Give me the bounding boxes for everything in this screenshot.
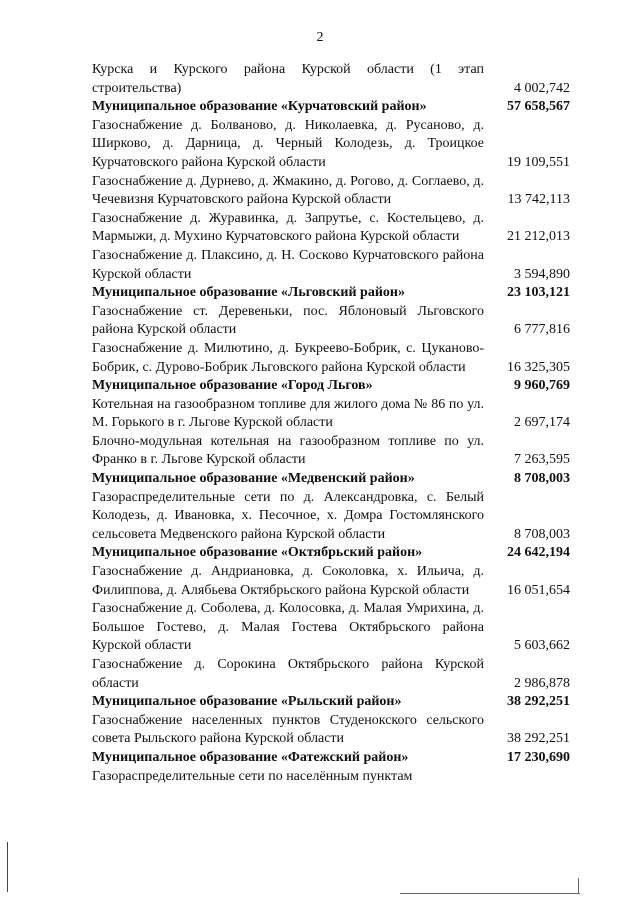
municipality-total: 38 292,251 bbox=[507, 694, 570, 710]
municipality-total: 23 103,121 bbox=[507, 285, 570, 301]
project-description: Газоснабжение д. Соболева, д. Колосовка, д. Малая Умрихина, д. Большое Гостево, д. Малая Гостева Октябрьского района Курской области bbox=[92, 601, 484, 654]
project-row bbox=[92, 768, 570, 787]
project-amount: 38 292,251 bbox=[507, 731, 570, 747]
margin-mark bbox=[7, 842, 8, 892]
project-row bbox=[92, 61, 570, 98]
project-amount: 2 697,174 bbox=[514, 415, 570, 431]
project-description: Газоснабжение д. Милютино, д. Букреево-Бобрик, с. Цуканово-Бобрик, с. Дурово-Бобрик Льговского района Курской области bbox=[92, 340, 484, 375]
project-row bbox=[92, 396, 570, 433]
municipality-name: Муниципальное образование «Рыльский район» bbox=[92, 694, 402, 710]
project-row bbox=[92, 210, 570, 247]
municipality-total: 57 658,567 bbox=[507, 99, 570, 115]
project-amount: 7 263,595 bbox=[514, 452, 570, 468]
bottom-rule bbox=[400, 893, 580, 894]
project-row bbox=[92, 489, 570, 545]
municipality-total: 24 642,194 bbox=[507, 545, 570, 561]
municipality-name: Муниципальное образование «Курчатовский район» bbox=[92, 99, 427, 115]
project-description: Блочно-модульная котельная на газообразном топливе по ул. Франко в г. Льгове Курской области bbox=[92, 433, 484, 468]
municipality-name: Муниципальное образование «Октябрьский район» bbox=[92, 545, 423, 561]
project-amount: 21 212,013 bbox=[507, 229, 570, 245]
project-description: Газоснабжение ст. Деревеньки, пос. Яблоновый Льговского района Курской области bbox=[92, 303, 484, 338]
municipality-header-row bbox=[92, 98, 570, 117]
project-row bbox=[92, 563, 570, 600]
municipality-header-row bbox=[92, 470, 570, 489]
municipality-header-row bbox=[92, 544, 570, 563]
project-row bbox=[92, 173, 570, 210]
project-amount: 6 777,816 bbox=[514, 322, 570, 338]
municipality-name: Муниципальное образование «Фатежский район» bbox=[92, 749, 409, 765]
municipality-header-row bbox=[92, 749, 570, 768]
project-amount: 4 002,742 bbox=[514, 80, 570, 96]
municipality-total: 17 230,690 bbox=[507, 749, 570, 765]
project-amount: 5 603,662 bbox=[514, 638, 570, 654]
project-row bbox=[92, 247, 570, 284]
project-description: Газораспределительные сети по д. Александровка, с. Белый Колодезь, д. Ивановка, х. Песочное, х. Домра Гостомлянского сельсовета Медвенского района Курской области bbox=[92, 489, 484, 542]
municipality-header-row bbox=[92, 377, 570, 396]
budget-table bbox=[92, 61, 570, 786]
municipality-header-row bbox=[92, 693, 570, 712]
municipality-name: Муниципальное образование «Город Льгов» bbox=[92, 378, 373, 394]
municipality-name: Муниципальное образование «Льговский район» bbox=[92, 285, 405, 301]
project-amount: 3 594,890 bbox=[514, 266, 570, 282]
municipality-name: Муниципальное образование «Медвенский район» bbox=[92, 471, 415, 487]
municipality-total: 9 960,769 bbox=[514, 378, 570, 394]
project-row bbox=[92, 303, 570, 340]
project-description: Газоснабжение населенных пунктов Студенокского сельского совета Рыльского района Курской области bbox=[92, 712, 484, 747]
project-row bbox=[92, 433, 570, 470]
page-number: 2 bbox=[316, 30, 324, 45]
project-description: Газоснабжение д. Плаксино, д. Н. Сосково Курчатовского района Курской области bbox=[92, 247, 484, 282]
project-description: Газораспределительные сети по населённым пунктам bbox=[92, 768, 413, 784]
project-row bbox=[92, 712, 570, 749]
project-description: Газоснабжение д. Андриановка, д. Соколовка, х. Ильича, д. Филиппова, д. Алябьева Октябрьского района Курской области bbox=[92, 564, 484, 598]
project-amount: 8 708,003 bbox=[514, 526, 570, 542]
project-description: Котельная на газообразном топливе для жилого дома № 86 по ул. М. Горького в г. Льгове Курской области bbox=[92, 396, 484, 431]
bottom-rule-tick bbox=[578, 878, 579, 893]
project-row bbox=[92, 600, 570, 656]
municipality-header-row bbox=[92, 284, 570, 303]
project-description: Газоснабжение д. Журавинка, д. Запрутье, с. Костельцево, д. Мармыжи, д. Мухино Курчатовского района Курской области bbox=[92, 210, 484, 245]
project-amount: 2 986,878 bbox=[514, 675, 570, 691]
project-description: Газоснабжение д. Болваново, д. Николаевка, д. Русаново, д. Ширково, д. Дарница, д. Черный Колодезь, д. Троицкое Курчатовского района Курской области bbox=[92, 117, 484, 170]
project-amount: 16 051,654 bbox=[507, 582, 570, 598]
project-description: Курска и Курского района Курской области (1 этап строительства) bbox=[92, 62, 484, 96]
municipality-total: 8 708,003 bbox=[514, 471, 570, 487]
project-amount: 13 742,113 bbox=[507, 192, 570, 208]
project-row bbox=[92, 340, 570, 377]
project-amount: 16 325,305 bbox=[507, 359, 570, 375]
project-description: Газоснабжение д. Сорокина Октябрьского района Курской области bbox=[92, 657, 484, 691]
project-row bbox=[92, 117, 570, 173]
project-amount: 19 109,551 bbox=[507, 154, 570, 170]
project-description: Газоснабжение д. Дурнево, д. Жмакино, д. Рогово, д. Соглаево, д. Чечевизня Курчатовского района Курской области bbox=[92, 173, 484, 208]
project-row bbox=[92, 656, 570, 693]
